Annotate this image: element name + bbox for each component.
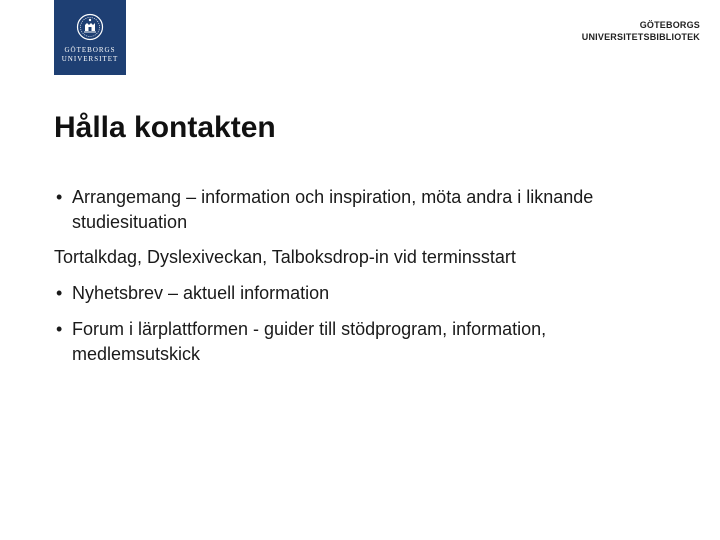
bullet-marker: • [56, 283, 63, 303]
university-logo [54, 0, 126, 75]
bullet-item [54, 317, 654, 367]
plain-paragraph [54, 245, 654, 270]
bullet-item [54, 185, 654, 235]
bullet-text: Nyhetsbrev – aktuell information [72, 283, 330, 303]
library-name-line-1: GÖTEBORGS [639, 20, 700, 30]
slide-body [54, 185, 654, 367]
paragraph-text: Tortalkdag, Dyslexiveckan, Talboksdrop-in vid terminsstart [54, 247, 516, 267]
bullet-marker: • [56, 319, 63, 339]
university-seal-icon [76, 13, 104, 41]
library-name [582, 19, 700, 43]
bullet-marker: • [56, 187, 63, 207]
logo-text-line-1: GÖTEBORGS [64, 46, 116, 54]
library-name-line-2: UNIVERSITETSBIBLIOTEK [581, 32, 700, 42]
logo-text-line-2: UNIVERSITET [61, 55, 119, 63]
bullet-item [54, 281, 654, 306]
bullet-text: Arrangemang – information och inspiration, möta andra i liknande studiesituation [72, 187, 594, 232]
slide-title: Hålla kontakten [54, 111, 276, 144]
bullet-text: Forum i lärplattformen - guider till stödprogram, information, medlemsutskick [72, 319, 547, 364]
